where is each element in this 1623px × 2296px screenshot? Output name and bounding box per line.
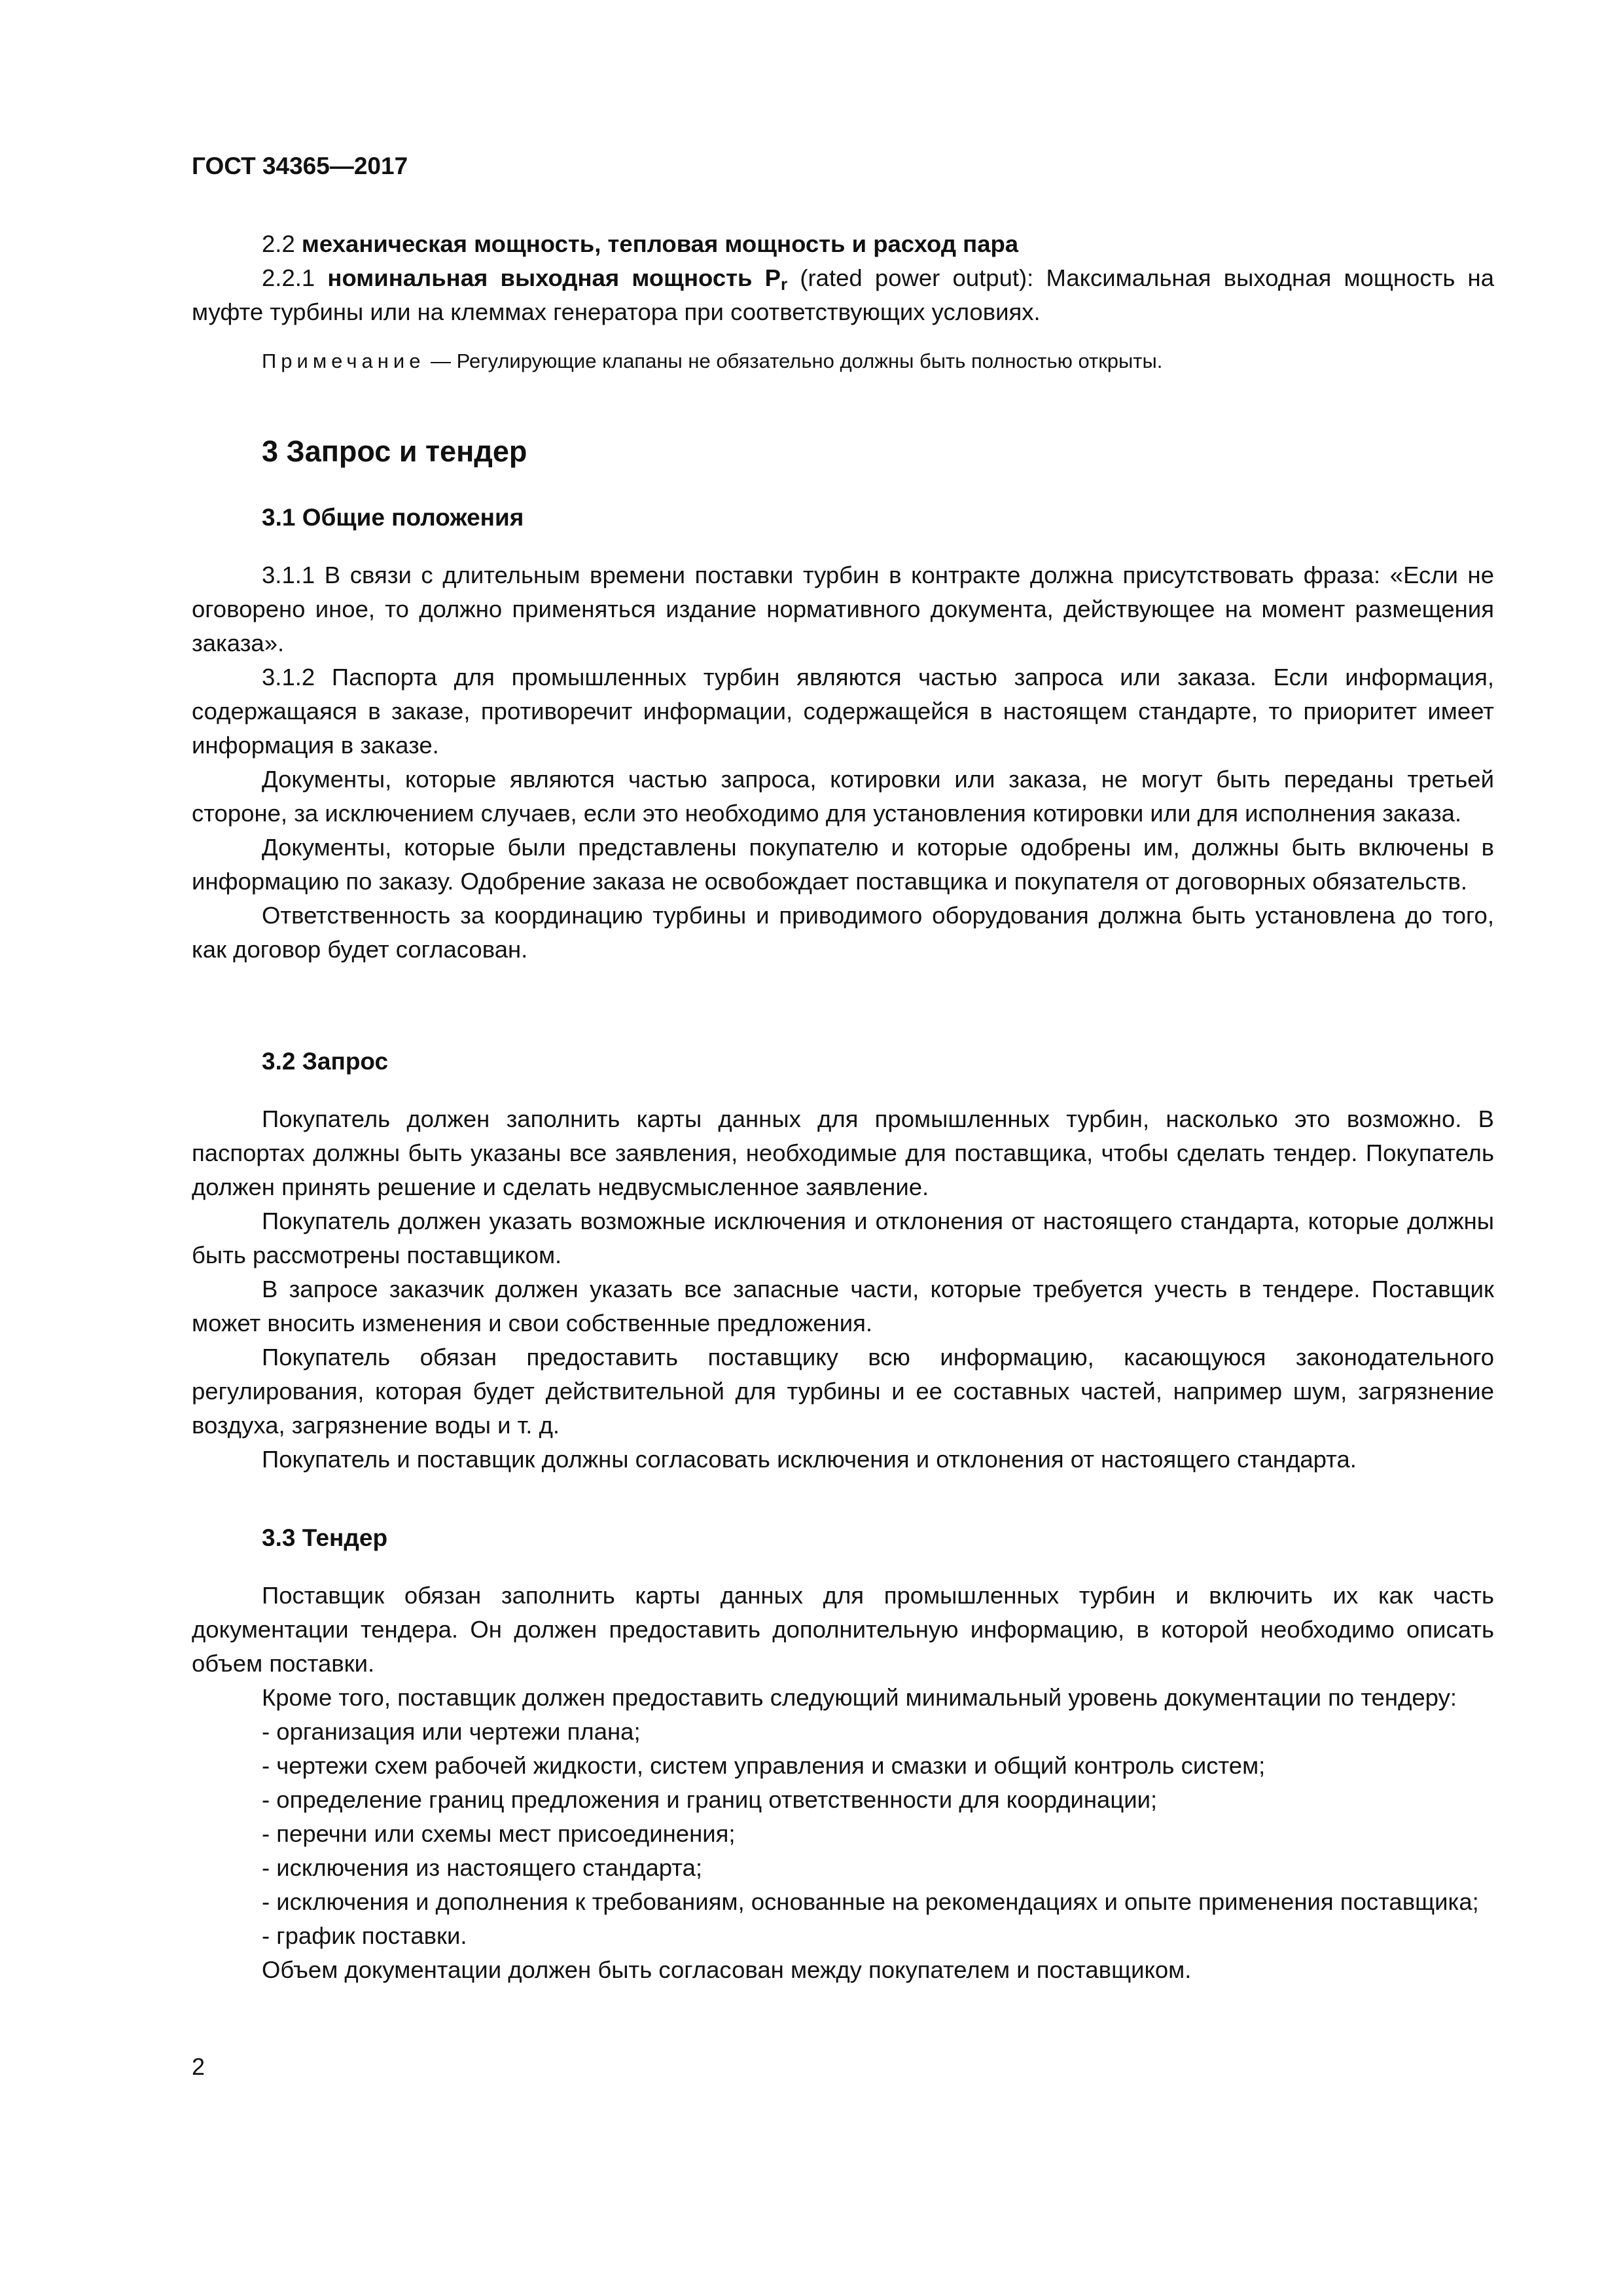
document-code: ГОСТ 34365—2017 xyxy=(192,152,408,179)
list-item: - чертежи схем рабочей жидкости, систем управления и смазки и общий контроль систем; xyxy=(262,1752,1266,1779)
list-item: - определение границ предложения и границ ответственности для координации; xyxy=(262,1786,1158,1813)
clause-2-2 xyxy=(192,227,1494,261)
list-item: - исключения и дополнения к требованиям, основанные на рекомендациях и опыте применения поставщика; xyxy=(262,1888,1479,1915)
term-subscript: r xyxy=(781,274,788,294)
section-3-1 xyxy=(192,501,1494,967)
paragraph: В запросе заказчик должен указать все запасные части, которые требуется учесть в тендере. Поставщик может вносить изменения и свои собственные предложения. xyxy=(192,1276,1494,1336)
paragraph: Объем документации должен быть согласован между покупателем и поставщиком. xyxy=(262,1956,1192,1983)
term: номинальная выходная мощность P xyxy=(327,264,781,291)
section-2-2 xyxy=(192,227,1494,376)
paragraph: Покупатель обязан предоставить поставщику всю информацию, касающуюся законодательного регулирования, которая будет действительной для турбины и ее составных частей, например шум, загрязнение воздуха, загрязнение воды и т. д. xyxy=(192,1344,1494,1439)
list-item: - исключения из настоящего стандарта; xyxy=(262,1854,703,1881)
clause-2-2-1 xyxy=(192,261,1494,329)
clause-title: механическая мощность, тепловая мощность и расход пара xyxy=(301,230,1019,257)
section-3-2 xyxy=(192,1045,1494,1477)
section-3-1-title: 3.1 Общие положения xyxy=(262,504,524,531)
paragraph: Документы, которые были представлены покупателю и которые одобрены им, должны быть включены в информацию по заказу. Одобрение заказа не освобождает поставщика и покупателя от договорных обязательств. xyxy=(192,834,1494,895)
paragraph: Покупатель и поставщик должны согласовать исключения и отклонения от настоящего стандарта. xyxy=(262,1446,1357,1473)
list-item: - перечни или схемы мест присоединения; xyxy=(262,1820,736,1847)
paragraph: Документы, которые являются частью запроса, котировки или заказа, не могут быть переданы третьей стороне, за исключением случаев, если это необходимо для установления котировки или для исполнения заказа. xyxy=(192,766,1494,827)
paragraph: 3.1.1 В связи с длительным времени поставки турбин в контракте должна присутствовать фраза: «Если не оговорено иное, то должно применяться издание нормативного документа, действующее на момент размещения заказа». xyxy=(192,562,1494,656)
list-item: - график поставки. xyxy=(262,1922,467,1949)
paragraph: Покупатель должен заполнить карты данных для промышленных турбин, насколько это возможно. В паспортах должны быть указаны все заявления, необходимые для поставщика, чтобы сделать тендер. Покупатель должен принять решение и сделать недвусмысленное заявление. xyxy=(192,1105,1494,1200)
list-item: - организация или чертежи плана; xyxy=(262,1718,641,1745)
section-3-2-title: 3.2 Запрос xyxy=(262,1048,389,1075)
term-definition: (rated power output): Максимальная выходная мощность на муфте турбины или на клеммах генератора при соответствующих условиях. xyxy=(192,264,1494,325)
paragraph: Поставщик обязан заполнить карты данных для промышленных турбин и включить их как часть документации тендера. Он должен предоставить дополнительную информацию, в которой необходимо описать объем поставки. xyxy=(192,1582,1494,1677)
section-3-title: 3 Запрос и тендер xyxy=(262,435,527,468)
paragraph: Покупатель должен указать возможные исключения и отклонения от настоящего стандарта, которые должны быть рассмотрены поставщиком. xyxy=(192,1208,1494,1268)
paragraph: Ответственность за координацию турбины и приводимого оборудования должна быть установлена до того, как договор будет согласован. xyxy=(192,902,1494,963)
note-label: Примечание xyxy=(262,350,425,372)
note xyxy=(192,346,1494,376)
paragraph: Кроме того, поставщик должен предоставить следующий минимальный уровень документации по тендеру: xyxy=(262,1684,1457,1711)
page-number: 2 xyxy=(192,2053,205,2080)
section-3-heading-block xyxy=(192,432,1494,471)
clause-number: 2.2.1 xyxy=(262,264,315,291)
section-3-3-title: 3.3 Тендер xyxy=(262,1524,388,1551)
note-text: — Регулирующие клапаны не обязательно должны быть полностью открыты. xyxy=(425,350,1163,372)
clause-number: 2.2 xyxy=(262,230,295,257)
paragraph: 3.1.2 Паспорта для промышленных турбин являются частью запроса или заказа. Если информация, содержащаяся в заказе, противоречит информации, содержащейся в настоящем стандарте, то приоритет имеет информация в заказе. xyxy=(192,664,1494,759)
section-3-3 xyxy=(192,1521,1494,1987)
